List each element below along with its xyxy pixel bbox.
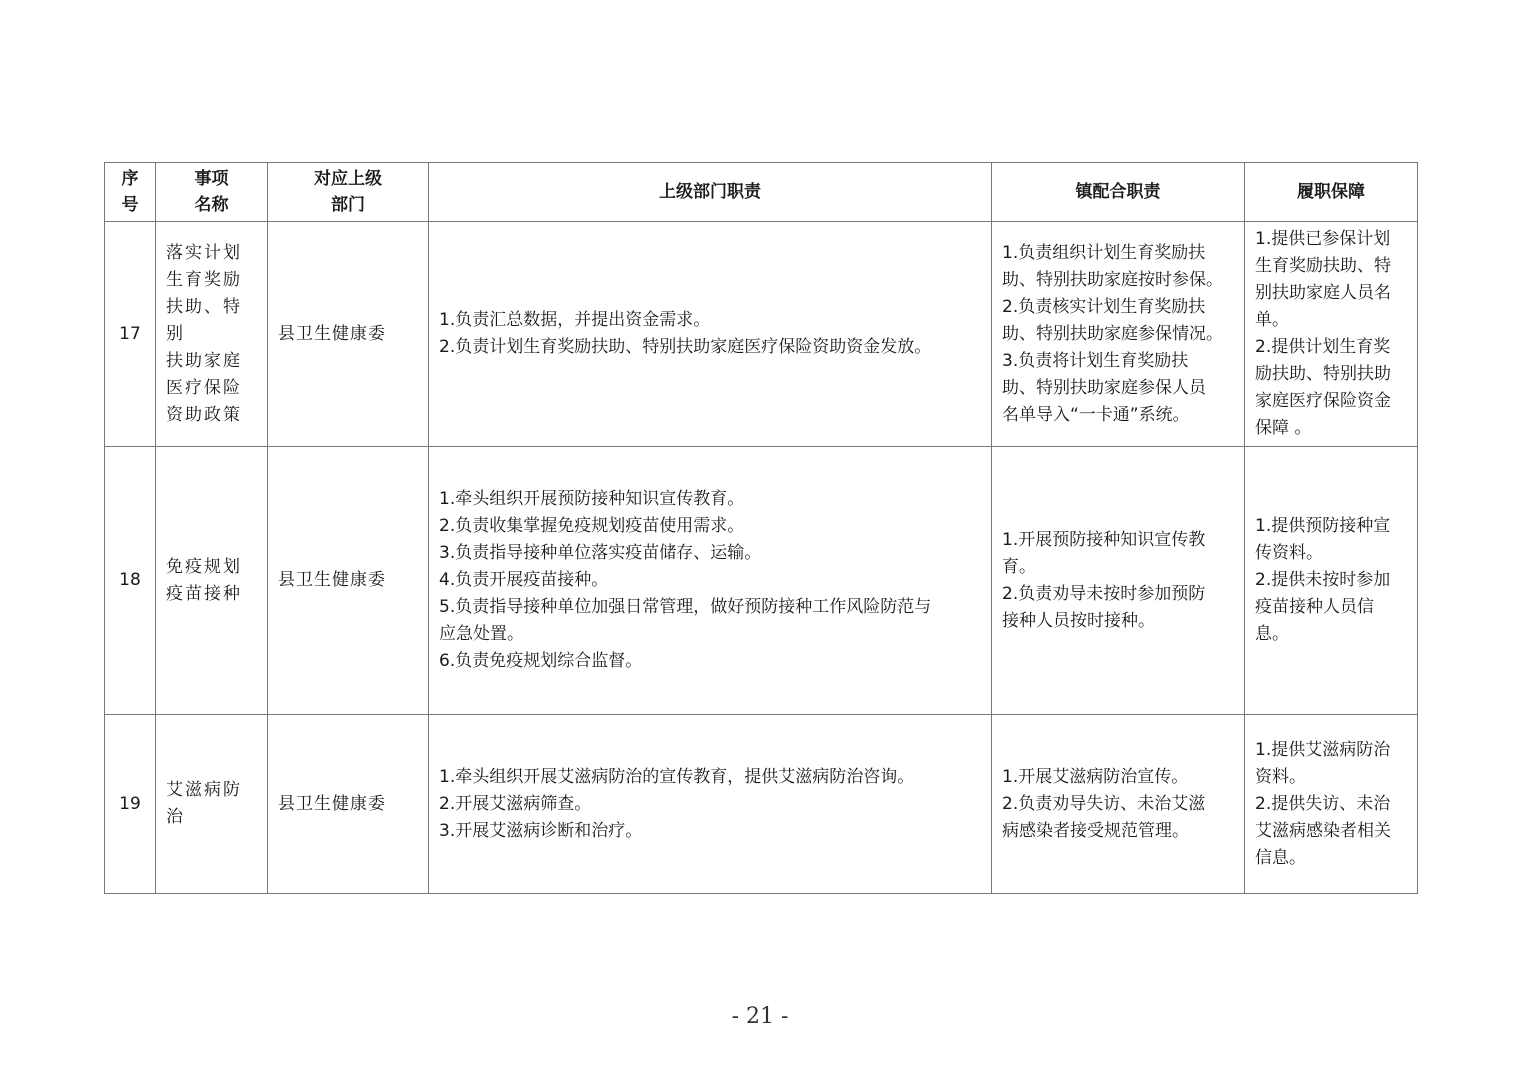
town-duties: 1.负责组织计划生育奖励扶 助、特别扶助家庭按时参保。 2.负责核实计划生育奖励扶 助、特别扶助家庭参保情况。 3.负责将计划生育奖励扶 助、特别扶助家庭参保人员 名单导入“一卡通”系统。 bbox=[992, 222, 1245, 447]
header-num: 序 号 bbox=[105, 163, 156, 222]
row-number: 19 bbox=[105, 715, 156, 894]
table-row bbox=[105, 447, 1418, 715]
header-dept: 对应上级 部门 bbox=[268, 163, 429, 222]
header-guarantee: 履职保障 bbox=[1245, 163, 1418, 222]
town-duties: 1.开展预防接种知识宣传教 育。 2.负责劝导未按时参加预防 接种人员按时接种。 bbox=[992, 447, 1245, 715]
item-name: 艾滋病防 治 bbox=[156, 715, 268, 894]
header-town-duties: 镇配合职责 bbox=[992, 163, 1245, 222]
guarantee: 1.提供已参保计划 生育奖励扶助、特 别扶助家庭人员名 单。 2.提供计划生育奖 励扶助、特别扶助 家庭医疗保险资金 保障 。 bbox=[1245, 222, 1418, 447]
upper-duties: 1.牵头组织开展艾滋病防治的宣传教育，提供艾滋病防治咨询。 2.开展艾滋病筛查。 3.开展艾滋病诊断和治疗。 bbox=[429, 715, 992, 894]
header-upper-duties: 上级部门职责 bbox=[429, 163, 992, 222]
upper-department: 县卫生健康委 bbox=[268, 715, 429, 894]
town-duties: 1.开展艾滋病防治宣传。 2.负责劝导失访、未治艾滋 病感染者接受规范管理。 bbox=[992, 715, 1245, 894]
row-number: 18 bbox=[105, 447, 156, 715]
table-row bbox=[105, 222, 1418, 447]
responsibility-table bbox=[104, 162, 1418, 894]
guarantee: 1.提供预防接种宣 传资料。 2.提供未按时参加 疫苗接种人员信 息。 bbox=[1245, 447, 1418, 715]
header-name: 事项 名称 bbox=[156, 163, 268, 222]
table-row bbox=[105, 715, 1418, 894]
upper-department: 县卫生健康委 bbox=[268, 447, 429, 715]
item-name: 落实计划 生育奖励 扶助、特别 扶助家庭 医疗保险 资助政策 bbox=[156, 222, 268, 447]
item-name: 免疫规划 疫苗接种 bbox=[156, 447, 268, 715]
page-number: - 21 - bbox=[731, 1004, 789, 1029]
upper-department: 县卫生健康委 bbox=[268, 222, 429, 447]
row-number: 17 bbox=[105, 222, 156, 447]
table-header-row bbox=[105, 163, 1418, 222]
upper-duties: 1.牵头组织开展预防接种知识宣传教育。 2.负责收集掌握免疫规划疫苗使用需求。 3.负责指导接种单位落实疫苗储存、运输。 4.负责开展疫苗接种。 5.负责指导接种单位加强日常管理，做好预防接种工作风险防范与 应急处置。 6.负责免疫规划综合监督。 bbox=[429, 447, 992, 715]
upper-duties: 1.负责汇总数据，并提出资金需求。 2.负责计划生育奖励扶助、特别扶助家庭医疗保险资助资金发放。 bbox=[429, 222, 992, 447]
guarantee: 1.提供艾滋病防治 资料。 2.提供失访、未治 艾滋病感染者相关 信息。 bbox=[1245, 715, 1418, 894]
